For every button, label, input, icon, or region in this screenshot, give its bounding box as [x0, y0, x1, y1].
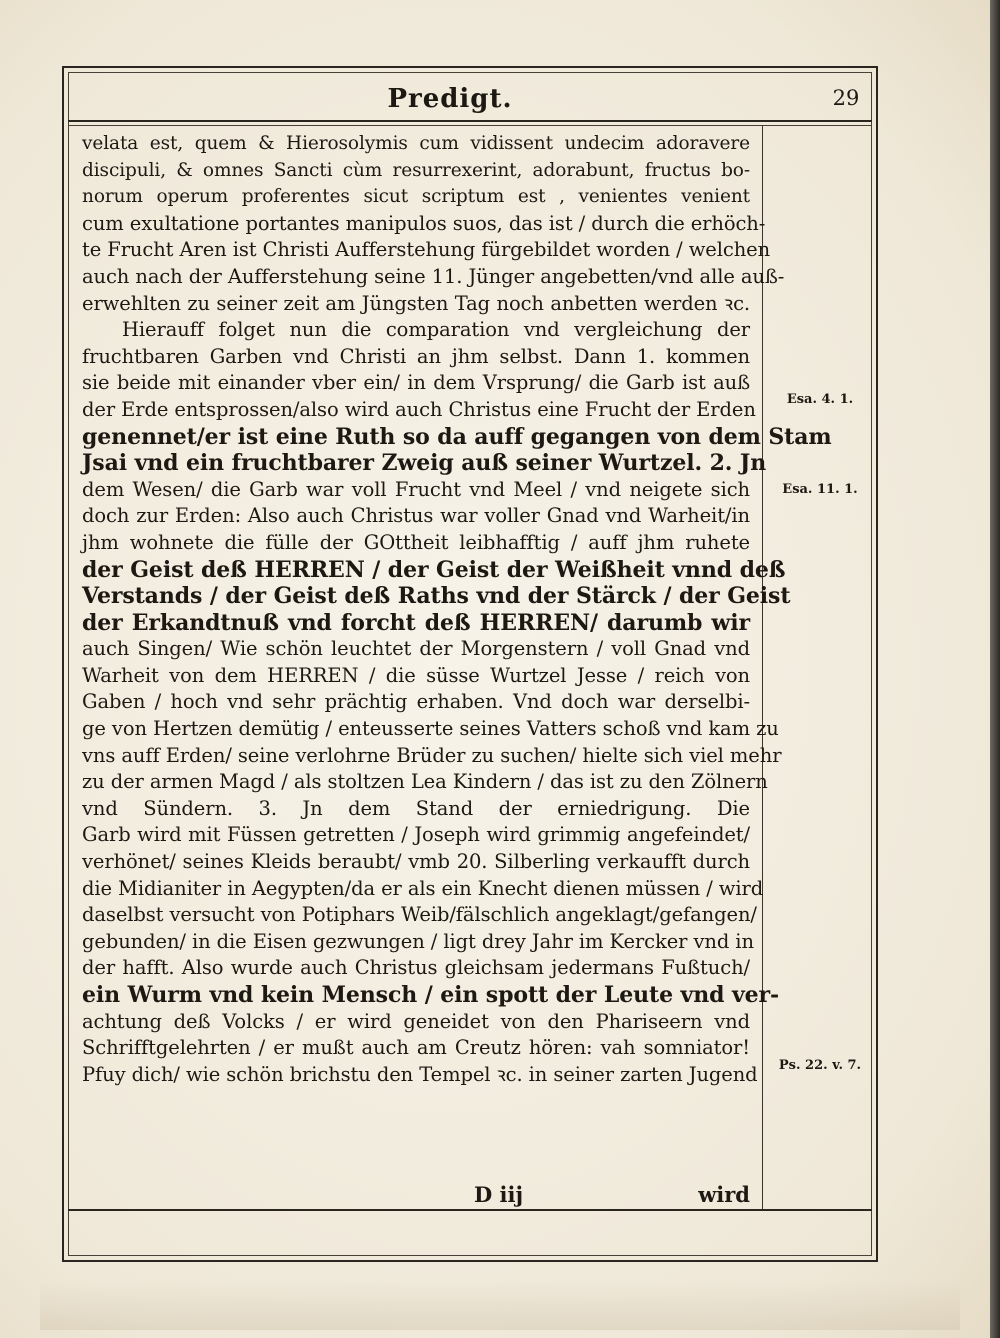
text-line: sie beide mit einander vber ein/ in dem Vrsprung/ die Garb ist auß — [82, 371, 750, 395]
text-line: dem Wesen/ die Garb war voll Frucht vnd Meel / vnd neigete sich — [82, 477, 750, 501]
text-line: fruchtbaren Garben vnd Christi an jhm selbst. Dann 1. kommen — [82, 344, 750, 368]
text-line: daselbst versucht von Potiphars Weib/fälschlich angeklagt/gefangen/ — [82, 903, 757, 927]
text-line: ein Wurm vnd kein Mensch / ein spott der Leute vnd ver- — [82, 982, 780, 1008]
text-line: gebunden/ in die Eisen gezwungen / ligt drey Jahr im Kercker vnd in — [82, 929, 754, 953]
text-line: te Frucht Aren ist Christi Aufferstehung fürgebildet worden / welchen — [82, 238, 771, 262]
text-line: discipuli, & omnes Sancti cùm resurrexerint, adorabunt, fructus bo- — [82, 159, 750, 181]
signature-mark: D iij — [474, 1182, 524, 1207]
page-number: 29 — [832, 86, 860, 110]
text-line: velata est, quem & Hierosolymis cum vidissent undecim adoravere — [82, 133, 750, 154]
text-line: Hierauff folget nun die comparation vnd vergleichung der — [122, 318, 750, 342]
text-line: auch nach der Aufferstehung seine 11. Jünger angebetten/vnd alle auß- — [82, 264, 785, 288]
margin-note: Esa. 4. 1. — [786, 392, 854, 407]
header-rule-thin — [68, 125, 872, 126]
text-line: der Erde entsprossen/also wird auch Christus eine Frucht der Erden — [82, 397, 756, 421]
text-line: erwehlten zu seiner zeit am Jüngsten Tag noch anbetten werden ꝛc. — [82, 291, 750, 315]
text-line: doch zur Erden: Also auch Christus war voller Gnad vnd Warheit/in — [82, 504, 750, 528]
paper-stain — [40, 1280, 960, 1330]
text-line: achtung deß Volcks / er wird geneidet von den Phariseern vnd — [82, 1009, 750, 1033]
text-line: cum exultatione portantes manipulos suos, das ist / durch die erhöch- — [82, 211, 766, 235]
text-line: Garb wird mit Füssen getretten / Joseph wird grimmig angefeindet/ — [82, 823, 750, 847]
text-line: vns auff Erden/ seine verlohrne Brüder zu suchen/ hielte sich viel mehr — [82, 743, 782, 767]
margin-note: Esa. 11. 1. — [782, 482, 858, 497]
text-line: Warheit von dem HERREN / die süsse Wurtzel Jesse / reich von — [82, 663, 750, 687]
text-line: der Geist deß HERREN / der Geist der Weißheit vnnd deß — [82, 556, 786, 583]
text-line: vnd Sündern. 3. Jn dem Stand der erniedrigung. Die — [82, 796, 750, 820]
text-line: der hafft. Also wurde auch Christus gleichsam jedermans Fußtuch/ — [82, 956, 750, 980]
running-head: Predigt. — [387, 84, 513, 114]
text-line: Schrifftgelehrten / er mußt auch am Creutz hören: vah somniator! — [82, 1036, 750, 1060]
text-line: zu der armen Magd / als stoltzen Lea Kindern / das ist zu den Zölnern — [82, 770, 768, 794]
text-line: der Erkandtnuß vnd forcht deß HERREN/ darumb wir — [82, 609, 750, 636]
text-line: auch Singen/ Wie schön leuchtet der Morgenstern / voll Gnad vnd — [82, 637, 750, 661]
text-line: Verstands / der Geist deß Raths vnd der Stärck / der Geist — [82, 583, 791, 610]
header-rule — [68, 120, 872, 122]
text-line: norum operum proferentes sicut scriptum est , venientes venient — [82, 186, 750, 208]
text-line: genennet/er ist eine Ruth so da auff gegangen von dem Stam — [82, 423, 832, 450]
text-line: jhm wohnete die fülle der GOttheit leibhafftig / auff jhm ruhete — [82, 530, 750, 554]
text-line: Jsai vnd ein fruchtbarer Zweig auß seiner Wurtzel. 2. Jn — [82, 450, 767, 477]
text-line: Pfuy dich/ wie schön brichstu den Tempel ꝛc. in seiner zarten Jugend — [82, 1062, 758, 1086]
margin-note: Ps. 22. v. 7. — [778, 1058, 862, 1073]
text-line: Gaben / hoch vnd sehr prächtig erhaben. Vnd doch war derselbi- — [82, 690, 750, 714]
catchword: wird — [698, 1182, 750, 1207]
text-line: die Midianiter in Aegypten/da er als ein Knecht dienen müssen / wird — [82, 876, 764, 900]
book-edge — [990, 0, 1000, 1338]
footer-rule — [68, 1209, 872, 1211]
text-line: ge von Hertzen demütig / enteusserte seines Vatters schoß vnd kam zu — [82, 717, 779, 741]
text-line: verhönet/ seines Kleids beraubt/ vmb 20. Silberling verkaufft durch — [82, 850, 750, 874]
